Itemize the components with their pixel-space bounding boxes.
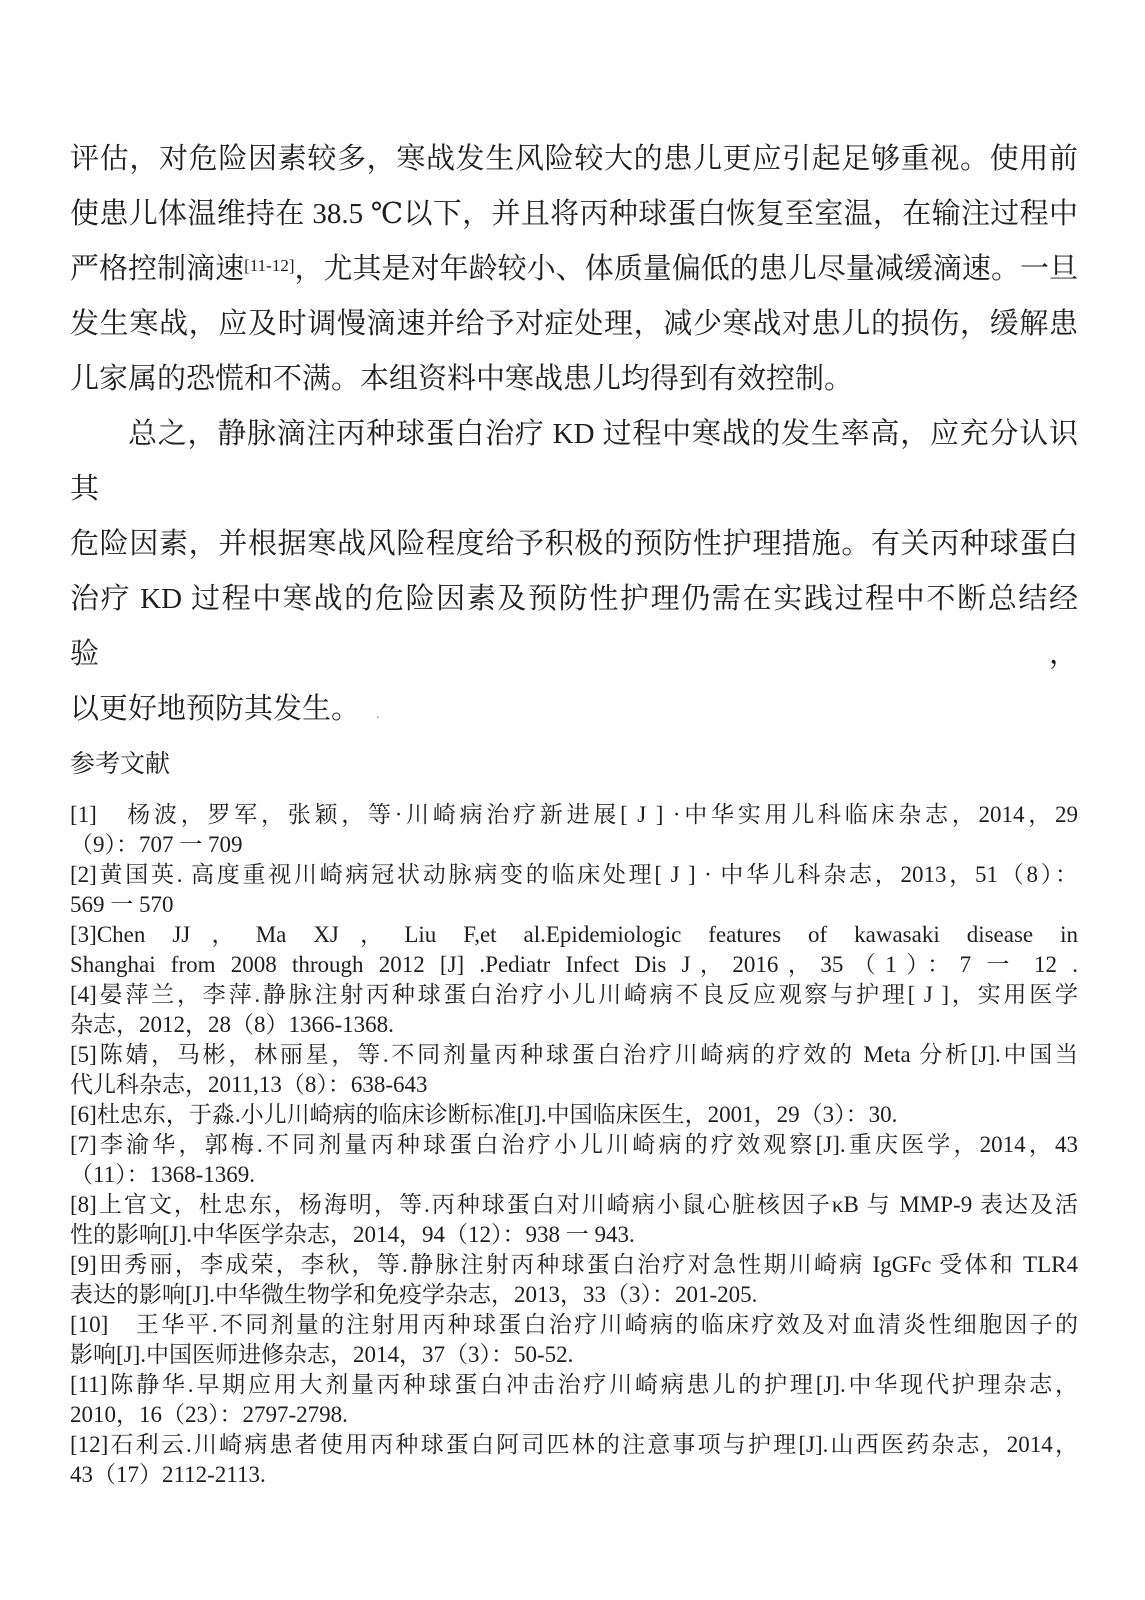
reference-line: 表达的影响[J].中华微生物学和免疫学杂志，2013，33（3）：201-205. xyxy=(70,1282,758,1307)
reference-line: 代儿科杂志，2011,13（8）：638-643 xyxy=(70,1072,428,1097)
reference-entry-11 xyxy=(70,1370,1078,1430)
reference-line: 影响[J].中国医师进修杂志，2014，37（3）：50-52. xyxy=(70,1342,574,1367)
reference-line: [6]杜忠东，于淼.小儿川崎病的临床诊断标准[J].中国临床医生，2001，29（3）：30. xyxy=(70,1102,898,1127)
body-line xyxy=(70,242,1078,297)
reference-line: 杂志，2012，28（8）1366-1368. xyxy=(70,1012,394,1037)
body-line: 危险因素，并根据寒战风险程度给予积极的预防性护理措施。有关丙种球蛋白 xyxy=(70,528,1078,560)
reference-line: [4]晏萍兰，李萍.静脉注射丙种球蛋白治疗小儿川崎病不良反应观察与护理[ J ]，实用医学 xyxy=(70,982,1078,1007)
reference-entry-12 xyxy=(70,1430,1078,1490)
body-line: 使患儿体温维持在 38.5 ℃以下，并且将丙种球蛋白恢复至室温，在输注过程中 xyxy=(70,198,1078,230)
body-line: 儿家属的恐慌和不满。本组资料中寒战患儿均得到有效控制。 xyxy=(70,363,854,395)
reference-entry-10 xyxy=(70,1310,1078,1370)
reference-line: [8]上官文，杜忠东，杨海明，等.丙种球蛋白对川崎病小鼠心脏核因子κB 与 MMP-9 表达及活 xyxy=(70,1192,1078,1217)
reference-line: Shanghai from 2008 through 2012 [J] .Pediatr Infect Dis J，2016，35（1）：7 一 12 . xyxy=(70,952,1078,977)
reference-line: 569 一 570 xyxy=(70,892,174,917)
references-heading: 参考文献 xyxy=(70,751,171,778)
body-line: 发生寒战，应及时调慢滴速并给予对症处理，减少寒战对患儿的损伤，缓解患 xyxy=(70,308,1078,340)
reference-entry-1 xyxy=(70,800,1078,860)
reference-line: [12]石利云.川崎病患者使用丙种球蛋白阿司匹林的注意事项与护理[J].山西医药杂志，2014， xyxy=(70,1432,1078,1457)
reference-entry-3 xyxy=(70,920,1078,980)
reference-line: [5]陈婧，马彬，林丽星，等.不同剂量丙种球蛋白治疗川崎病的疗效的 Meta 分析[J].中国当 xyxy=(70,1042,1078,1067)
reference-entry-9 xyxy=(70,1250,1078,1310)
body-line xyxy=(70,682,1078,742)
reference-line: [10] 王华平.不同剂量的注射用丙种球蛋白治疗川崎病的临床疗效及对血清炎性细胞因子的 xyxy=(70,1312,1078,1337)
reference-line: （9）：707 一 709 xyxy=(70,832,243,857)
reference-line: 性的影响[J].中华医学杂志，2014，94（12）：938 一 943. xyxy=(70,1222,635,1247)
reference-line: [7]李渝华，郭梅.不同剂量丙种球蛋白治疗小儿川崎病的疗效观察[J].重庆医学，2014，43 xyxy=(70,1132,1078,1157)
reference-entry-8 xyxy=(70,1190,1078,1250)
reference-entry-4 xyxy=(70,980,1078,1040)
reference-line: [1] 杨波，罗军，张颖，等·川崎病治疗新进展[ J ] ·中华实用儿科临床杂志，2014，29 xyxy=(70,802,1078,827)
reference-line: [11]陈静华.早期应用大剂量丙种球蛋白冲击治疗川崎病患儿的护理[J].中华现代护理杂志， xyxy=(70,1372,1078,1397)
reference-line: [9]田秀丽，李成荣，李秋，等.静脉注射丙种球蛋白治疗对急性期川崎病 IgGFc 受体和 TLR4 xyxy=(70,1252,1078,1277)
reference-line: [2]黄国英. 高度重视川崎病冠状动脉病变的临床处理[ J ] · 中华儿科杂志，2013，51（8）： xyxy=(70,862,1078,887)
reference-entry-2 xyxy=(70,860,1078,920)
citation-superscript: [11-12] xyxy=(244,256,295,275)
body-paragraph-1 xyxy=(70,132,1078,407)
body-line: 评估，对危险因素较多，寒战发生风险较大的患儿更应引起足够重视。使用前 xyxy=(70,143,1078,175)
reference-entry-5 xyxy=(70,1040,1078,1100)
reference-entry-6 xyxy=(70,1100,1078,1130)
body-line-text: ，尤其是对年龄较小、体质量偏低的患儿尽量减缓滴速。一旦 xyxy=(294,253,1078,285)
references-list xyxy=(70,800,1078,1490)
body-paragraph-2 xyxy=(70,407,1078,742)
stray-mark: . xyxy=(376,707,380,722)
reference-line: （11）：1368-1369. xyxy=(70,1162,256,1187)
body-line-text: 以更好地预防其发生。 xyxy=(70,693,361,725)
reference-entry-7 xyxy=(70,1130,1078,1190)
body-line: 总之，静脉滴注丙种球蛋白治疗 KD 过程中寒战的发生率高，应充分认识其 xyxy=(70,418,1078,505)
body-line-text: 严格控制滴速 xyxy=(70,253,245,285)
reference-line: [3]Chen JJ，Ma XJ，Liu F,et al.Epidemiologic features of kawasaki disease in xyxy=(70,922,1078,947)
reference-line: 2010，16（23）：2797-2798. xyxy=(70,1402,348,1427)
body-line: 治疗 KD 过程中寒战的危险因素及预防性护理仍需在实践过程中不断总结经验， xyxy=(70,583,1078,670)
reference-line: 43（17）2112-2113. xyxy=(70,1462,266,1487)
